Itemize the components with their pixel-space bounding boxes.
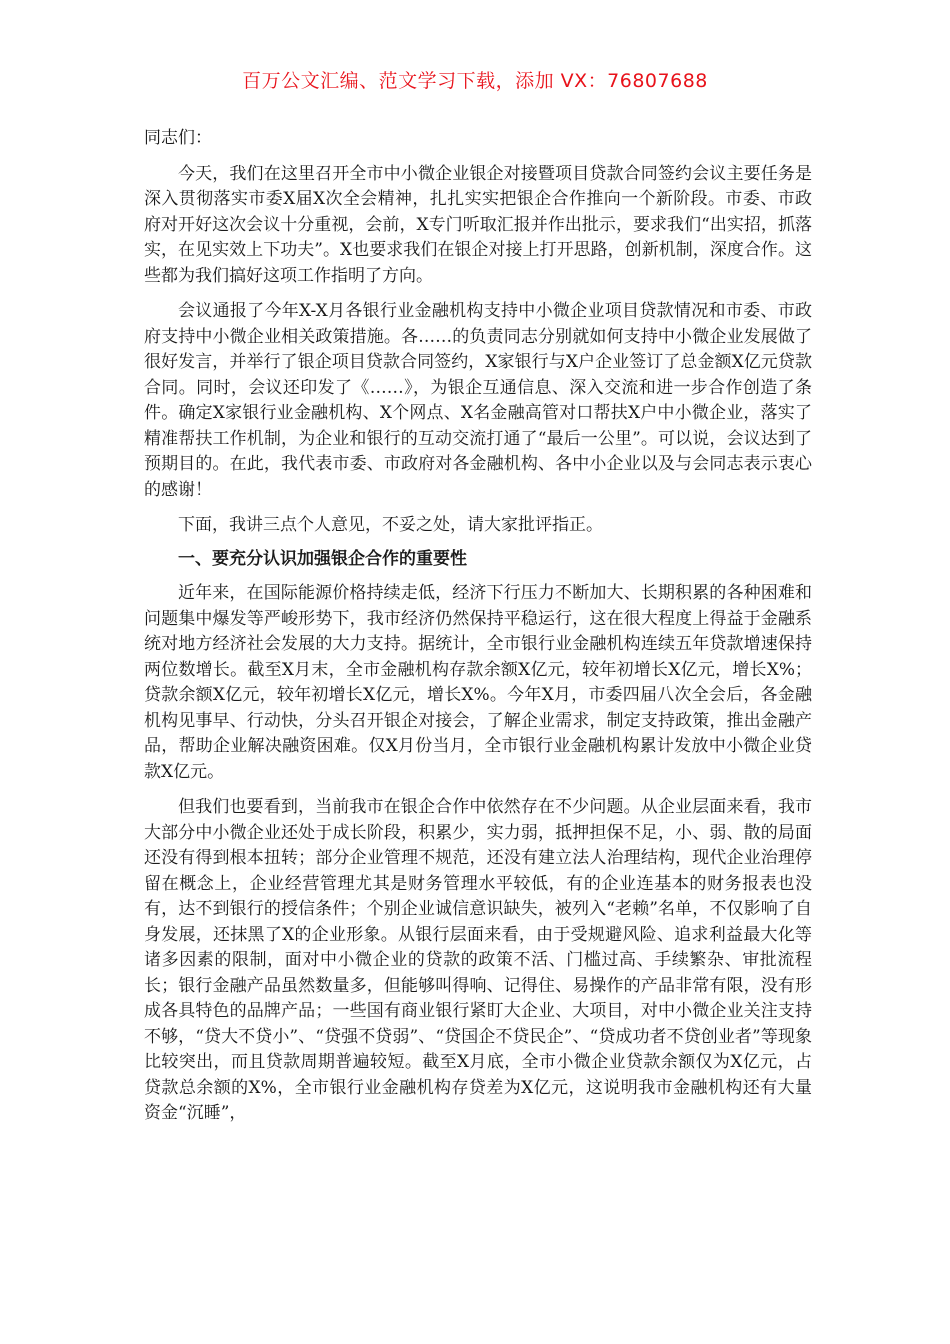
promo-banner: 百万公文汇编、范文学习下载，添加 VX：76807688 bbox=[242, 70, 708, 92]
paragraph-problems: 但我们也要看到，当前我市在银企合作中依然存在不少问题。从企业层面来看，我市大部分中小微企业还处于成长阶段，积累少，实力弱，抵押担保不足，小、弱、散的局面还没有得到根本扭转；部分企业管理不规范，还没有建立法人治理结构，现代企业治理停留在概念上，企业经营管理尤其是财务管理水平较低，有的企业连基本的财务报表也没有，达不到银行的授信条件；个别企业诚信意识缺失，被列入“老赖”名单，不仅影响了自身发展，还抹黑了X的企业形象。从银行层面来看，由于受规避风险、追求利益最大化等诸多因素的限制，面对中小微企业的贷款的政策不活、门槛过高、手续繁杂、审批流程长；银行金融产品虽然数量多，但能够叫得响、记得住、易操作的产品非常有限，没有形成各具特色的品牌产品；一些国有商业银行紧盯大企业、大项目，对中小微企业关注支持不够，“贷大不贷小”、“贷强不贷弱”、“贷国企不贷民企”、“贷成功者不贷创业者”等现象比较突出，而且贷款周期普遍较短。截至X月底，全市小微企业贷款余额仅为X亿元，占贷款总余额的X%，全市银行业金融机构存贷差为X亿元，这说明我市金融机构还有大量资金“沉睡”， bbox=[144, 797, 812, 1123]
paragraph-transition: 下面，我讲三点个人意见，不妥之处，请大家批评指正。 bbox=[178, 515, 603, 535]
document-body bbox=[144, 126, 812, 1137]
paragraph-meeting-summary: 会议通报了今年X-X月各银行业金融机构支持中小微企业项目贷款情况和市委、市政府支持中小微企业相关政策措施。各……的负责同志分别就如何支持中小微企业发展做了很好发言，并举行了银企项目贷款合同签约，X家银行与X户企业签订了总金额X亿元贷款合同。同时，会议还印发了《……》，为银企互通信息、深入交流和进一步合作创造了条件。确定X家银行业金融机构、X个网点、X名金融高管对口帮扶X户中小微企业，落实了精准帮扶工作机制，为企业和银行的互动交流打通了“最后一公里”。可以说，会议达到了预期目的。在此，我代表市委、市政府对各金融机构、各中小企业以及与会同志表示衷心的感谢！ bbox=[144, 301, 812, 500]
paragraph-economic-situation: 近年来，在国际能源价格持续走低，经济下行压力不断加大、长期积累的各种困难和问题集中爆发等严峻形势下，我市经济仍然保持平稳运行，这在很大程度上得益于金融系统对地方经济社会发展的大力支持。据统计，全市银行业金融机构连续五年贷款增速保持两位数增长。截至X月末，全市金融机构存款余额X亿元，较年初增长X亿元，增长X%；贷款余额X亿元，较年初增长X亿元，增长X%。今年X月，市委四届八次全会后，各金融机构见事早、行动快，分头召开银企对接会，了解企业需求，制定支持政策，推出金融产品，帮助企业解决融资困难。仅X月份当月，全市银行业金融机构累计发放中小微企业贷款X亿元。 bbox=[144, 583, 812, 782]
salutation: 同志们： bbox=[144, 128, 212, 148]
paragraph-opening: 今天，我们在这里召开全市中小微企业银企对接暨项目贷款合同签约会议主要任务是深入贯彻落实市委X届X次全会精神，扎扎实实把银企合作推向一个新阶段。市委、市政府对开好这次会议十分重视，会前，X专门听取汇报并作出批示，要求我们“出实招，抓落实，在见实效上下功夫”。X也要求我们在银企对接上打开思路，创新机制，深度合作。这些都为我们搞好这项工作指明了方向。 bbox=[144, 163, 812, 286]
section-heading: 一、要充分认识加强银企合作的重要性 bbox=[178, 548, 467, 569]
